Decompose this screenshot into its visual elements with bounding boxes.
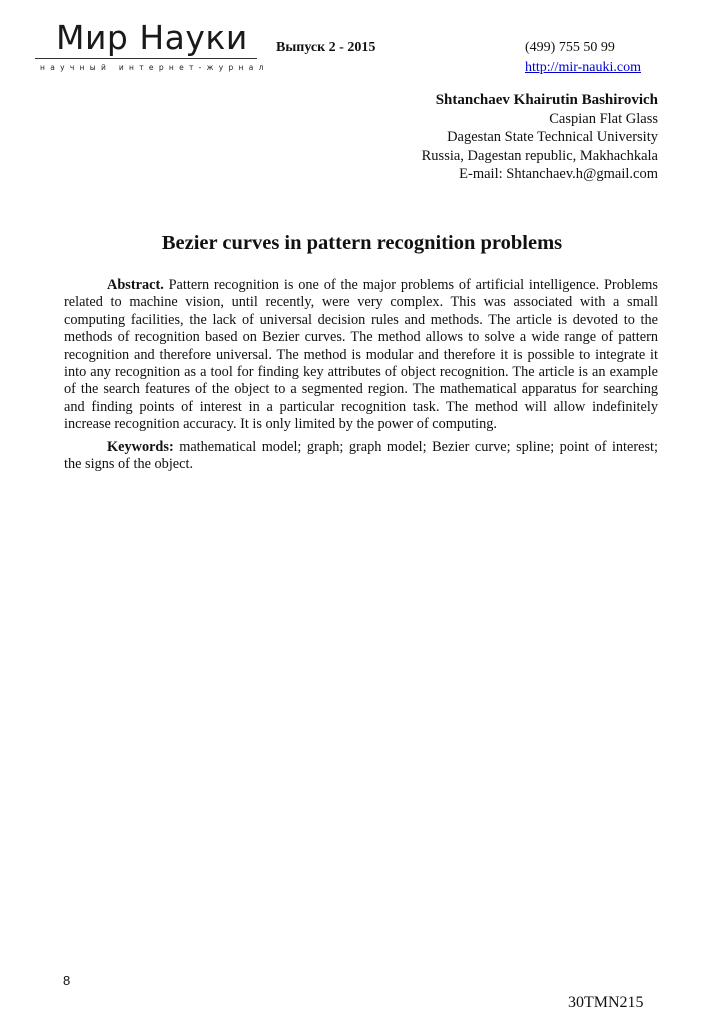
- logo-divider: [35, 58, 257, 59]
- keywords-paragraph: [64, 439, 658, 474]
- issue-label: Выпуск 2 - 2015: [276, 40, 376, 55]
- page-number: 8: [63, 973, 71, 988]
- abstract-paragraph: [64, 277, 658, 434]
- keywords-text: mathematical model; graph; graph model; Bezier curve; spline; point of interest; the signs of the object.: [64, 439, 658, 473]
- journal-url-link[interactable]: http://mir-nauki.com: [525, 60, 641, 75]
- abstract-label: Abstract.: [107, 277, 164, 293]
- document-code: 30TMN215: [568, 994, 644, 1011]
- phone-number: (499) 755 50 99: [525, 40, 615, 55]
- abstract-text: Pattern recognition is one of the major problems of artificial intelligence. Problems related to machine vision, until recently, were very complex. This was associated with a small computing facilities, the lack of universal decision rules and methods. The article is devoted to the methods of recognition based on Bezier curves. The method allows to solve a wide range of pattern recognition and therefore universal. The method is modular and therefore it is possible to integrate it into any recognition as a tool for finding key attributes of object recognition. The article is an example of the search features of the object to a segmented region. The mathematical apparatus for searching and finding points of interest in a particular recognition task. The method will allow indefinitely increase recognition accuracy. It is only limited by the power of computing.: [64, 277, 658, 433]
- article-title: Bezier curves in pattern recognition problems: [161, 232, 563, 254]
- author-company: Caspian Flat Glass: [549, 110, 658, 127]
- author-location: Russia, Dagestan republic, Makhachkala: [421, 147, 658, 164]
- author-university: Dagestan State Technical University: [447, 129, 658, 145]
- author-block: [422, 91, 658, 184]
- author-email: E-mail: Shtanchaev.h@gmail.com: [459, 166, 658, 182]
- author-name: Shtanchaev Khairutin Bashirovich: [435, 92, 658, 108]
- journal-logo-subtitle: научный интернет-журнал: [40, 63, 269, 72]
- journal-logo-title: Мир Науки: [56, 18, 248, 57]
- keywords-label: Keywords:: [107, 439, 174, 455]
